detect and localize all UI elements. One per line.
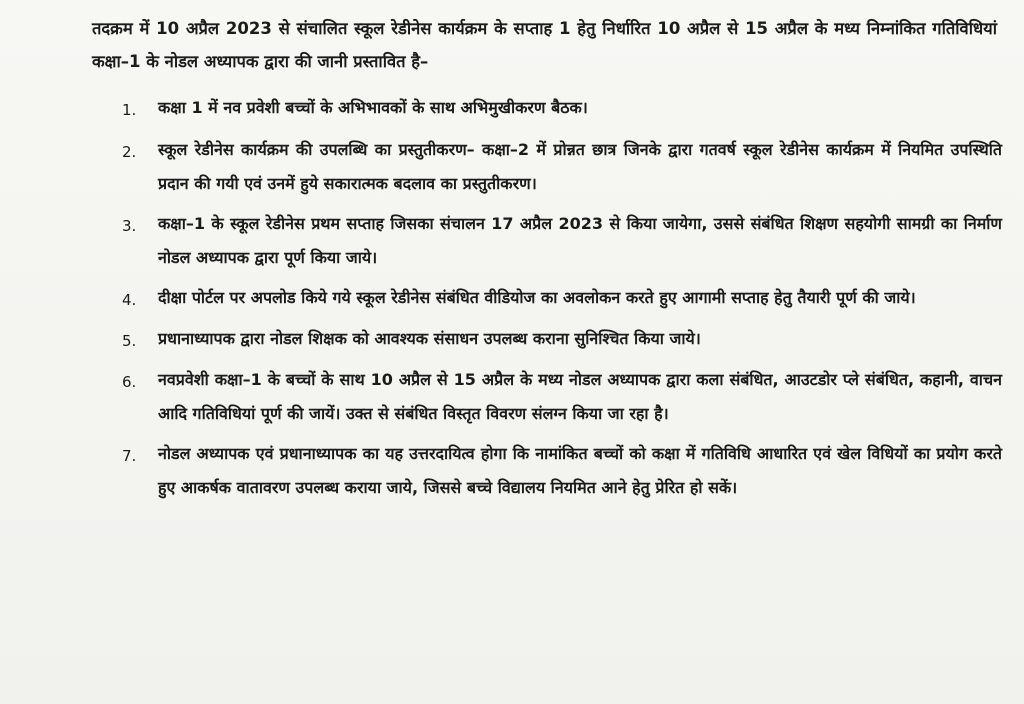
list-item-2 bbox=[122, 133, 1002, 201]
item-text: प्रधानाध्यापक द्वारा नोडल शिक्षक को आवश्यक संसाधन उपलब्ध कराना सुनिश्चित किया जाये। bbox=[158, 329, 701, 348]
item-text: कक्षा 1 में नव प्रवेशी बच्चों के अभिभावकों के साथ अभिमुखीकरण बैठक। bbox=[158, 98, 588, 117]
item-number: 2. bbox=[122, 143, 137, 161]
item-number: 6. bbox=[122, 373, 137, 391]
list-item-7 bbox=[122, 437, 1002, 505]
item-number: 5. bbox=[122, 332, 137, 350]
list-item-5 bbox=[122, 322, 1002, 358]
activity-list bbox=[122, 91, 1002, 514]
item-text: नवप्रवेशी कक्षा–1 के बच्चों के साथ 10 अप्रैल से 15 अप्रैल के मध्य नोडल अध्यापक द्वारा कला संबंधित, आउटडोर प्ले संबंधित, कहानी, वाचन आदि गतिविधियां पूर्ण की जायें। उक्त से संबंधित विस्तृत विवरण संलग्न किया जा रहा है। bbox=[158, 370, 1002, 423]
list-item-4 bbox=[122, 281, 1002, 317]
list-item-3 bbox=[122, 207, 1002, 275]
item-text: कक्षा–1 के स्कूल रेडीनेस प्रथम सप्ताह जिसका संचालन 17 अप्रैल 2023 से किया जायेगा, उससे संबंधित शिक्षण सहयोगी सामग्री का निर्माण नोडल अध्यापक द्वारा पूर्ण किया जाये। bbox=[158, 214, 1002, 267]
item-number: 3. bbox=[122, 217, 137, 235]
item-number: 1. bbox=[122, 101, 137, 119]
item-number: 4. bbox=[122, 291, 137, 309]
item-text: नोडल अध्यापक एवं प्रधानाध्यापक का यह उत्तरदायित्व होगा कि नामांकित बच्चों को कक्षा में गतिविधि आधारित एवं खेल विधियों का प्रयोग करते हुए आकर्षक वातावरण उपलब्ध कराया जाये, जिससे बच्चे विद्यालय नियमित आने हेतु प्रेरित हो सकें। bbox=[158, 444, 1002, 497]
item-number: 7. bbox=[122, 447, 137, 465]
item-text: स्कूल रेडीनेस कार्यक्रम की उपलब्धि का प्रस्तुतीकरण– कक्षा–2 में प्रोन्नत छात्र जिनके द्वारा गतवर्ष स्कूल रेडीनेस कार्यक्रम में नियमित उपस्थिति प्रदान की गयी एवं उनमें हुये सकारात्मक बदलाव का प्रस्तुतीकरण। bbox=[158, 140, 1002, 193]
intro-paragraph: तदक्रम में 10 अप्रैल 2023 से संचालित स्कूल रेडीनेस कार्यक्रम के सप्ताह 1 हेतु निर्धारित 10 अप्रैल से 15 अप्रैल के मध्य निम्नांकित गतिविधियां कक्षा–1 के नोडल अध्यापक द्वारा की जानी प्रस्तावित है– bbox=[92, 19, 997, 71]
item-text: दीक्षा पोर्टल पर अपलोड किये गये स्कूल रेडीनेस संबंधित वीडियोज का अवलोकन करते हुए आगामी सप्ताह हेतु तैयारी पूर्ण की जाये। bbox=[158, 288, 916, 307]
list-item-6 bbox=[122, 363, 1002, 431]
list-item-1 bbox=[122, 91, 1002, 127]
